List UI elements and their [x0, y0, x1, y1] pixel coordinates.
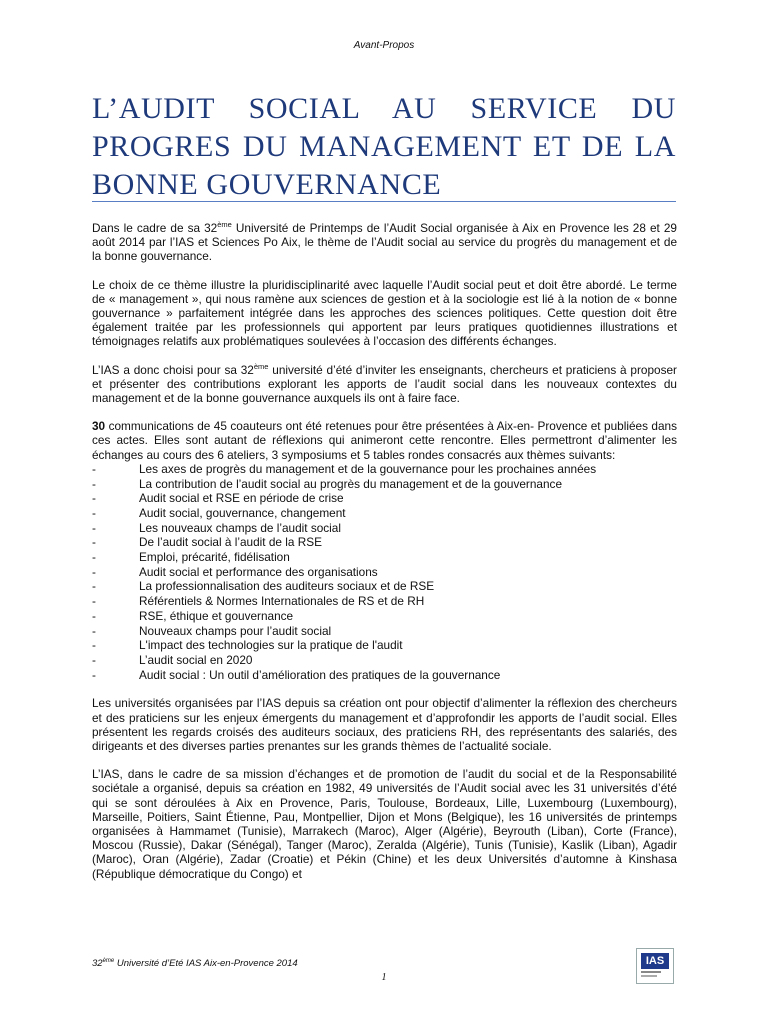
- title-divider: [92, 201, 676, 202]
- theme-text: De l’audit social à l’audit de la RSE: [139, 535, 322, 550]
- theme-text: Les axes de progrès du management et de la gouvernance pour les prochaines années: [139, 461, 597, 476]
- theme-list-item: [92, 521, 677, 536]
- ias-logo-subline: [641, 971, 661, 973]
- theme-list-item: [92, 535, 677, 550]
- list-dash: -: [92, 667, 96, 682]
- theme-text: L'impact des technologies sur la pratique de l'audit: [139, 638, 403, 653]
- theme-list-item: [92, 579, 677, 594]
- document-title: [92, 90, 676, 204]
- list-dash: -: [92, 564, 96, 579]
- list-dash: -: [92, 550, 96, 565]
- paragraph-universities-goal: Les universités organisées par l’IAS depuis sa création ont pour objectif d’alimenter la réflexion des chercheurs et des praticiens sur les enjeux émergents du management et d’approfondir les apports de l’audit social. Elles présentent les regards croisés des auditeurs sociaux, des praticiens RH, des représentants des salariés, des dirigeants et des diverses parties prenantes sur les grands thèmes de l’actualité sociale.: [92, 696, 677, 753]
- theme-text: L’audit social en 2020: [139, 652, 253, 667]
- paragraph-ias-history: L’IAS, dans le cadre de sa mission d’échanges et de promotion de l’audit du social et de la Responsabilité sociétale a organisé, depuis sa création en 1982, 49 universités de l’Audit social avec les 31 universités d’été qui se sont déroulées à Aix en Provence, Paris, Toulouse, Bordeaux, Lille, Luxembourg (Luxembourg), Marseille, Poitiers, Saint Étienne, Pau, Montpellier, Dijon et Mons (Belgique), les 16 universités de printemps organisées à Hammamet (Tunisie), Marrakech (Maroc), Alger (Algérie), Beyrouth (Liban), Corte (France), Moscou (Russie), Dakar (Sénégal), Tanger (Maroc), Zeralda (Algérie), Tunis (Tunisie), Kaslik (Liban), Agadir (Maroc), Oran (Algérie), Zadar (Croatie) et Pékin (Chine) et les deux Universités d’automne à Kinshasa (République démocratique du Congo) et: [92, 767, 677, 881]
- theme-list-item: [92, 638, 677, 653]
- theme-text: Audit social : Un outil d’amélioration des pratiques de la gouvernance: [139, 667, 501, 682]
- theme-text: La professionnalisation des auditeurs sociaux et de RSE: [139, 579, 435, 594]
- list-dash: -: [92, 652, 96, 667]
- theme-text: Référentiels & Normes Internationales de RS et de RH: [139, 594, 425, 609]
- theme-text: RSE, éthique et gouvernance: [139, 608, 294, 623]
- list-dash: -: [92, 594, 96, 609]
- title-line-1: L’AUDIT SOCIAL AU SERVICE DU: [92, 92, 676, 125]
- list-dash: -: [92, 638, 96, 653]
- list-dash: -: [92, 461, 96, 476]
- theme-list-item: [92, 653, 677, 668]
- title-line-2: PROGRES DU MANAGEMENT ET DE LA: [92, 130, 676, 163]
- title-line-3: BONNE GOUVERNANCE: [92, 168, 442, 201]
- running-footer: 32ème Université d’Eté IAS Aix-en-Provence 2014: [92, 958, 298, 970]
- theme-list-item: [92, 491, 677, 506]
- list-dash: -: [92, 623, 96, 638]
- theme-text: Audit social et performance des organisations: [139, 564, 378, 579]
- page-number: 1: [381, 972, 387, 983]
- document-body: [92, 221, 677, 895]
- theme-text: La contribution de l’audit social au progrès du management et de la gouvernance: [139, 476, 563, 491]
- theme-list-item: [92, 565, 677, 580]
- ias-logo-subline: [641, 975, 657, 977]
- theme-text: Audit social, gouvernance, changement: [139, 505, 346, 520]
- list-dash: -: [92, 520, 96, 535]
- theme-list-item: [92, 594, 677, 609]
- paragraph-theme-choice: Le choix de ce thème illustre la pluridisciplinarité avec laquelle l’Audit social peut et doit être abordé. Le terme de « management », qui nous ramène aux sciences de gestion et à la sociologie est lié à la notion de « bonne gouvernance » parfaitement intégrée dans les approches des sciences politiques. Cette question doit être également traitée par les professionnels qui apportent par leurs pratiques quotidiennes illustrations et témoignages relatifs aux problématiques soulevées à l’occasion des différents échanges.: [92, 277, 677, 349]
- theme-text: Nouveaux champs pour l’audit social: [139, 623, 332, 638]
- list-dash: -: [92, 535, 96, 550]
- themes-list: [92, 462, 677, 683]
- ias-logo: [636, 948, 674, 984]
- theme-text: Les nouveaux champs de l’audit social: [139, 520, 341, 535]
- theme-list-item: [92, 624, 677, 639]
- list-dash: -: [92, 608, 96, 623]
- list-dash: -: [92, 491, 96, 506]
- theme-list-item: [92, 477, 677, 492]
- list-dash: -: [92, 505, 96, 520]
- theme-list-item: [92, 506, 677, 521]
- list-dash: -: [92, 476, 96, 491]
- theme-list-item: [92, 462, 677, 477]
- list-dash: -: [92, 579, 96, 594]
- theme-list-item: [92, 668, 677, 683]
- theme-text: Audit social et RSE en période de crise: [139, 491, 344, 506]
- ias-logo-mark: IAS: [641, 953, 669, 969]
- theme-list-item: [92, 550, 677, 565]
- running-header: Avant-Propos: [353, 40, 415, 51]
- paragraph-communications: 30 communications de 45 coauteurs ont été retenues pour être présentées à Aix-en- Provence et publiées dans ces actes. Elles sont autant de réflexions qui animeront cette rencontre. Elles permettront d’alimenter les échanges au cours des 6 ateliers, 3 symposiums et 5 tables rondes consacrés aux thèmes suivants:: [92, 419, 677, 462]
- paragraph-intro: Dans le cadre de sa 32ème Université de Printemps de l’Audit Social organisée à Aix en Provence les 28 et 29 août 2014 par l’IAS et Sciences Po Aix, le thème de l’Audit social au service du progrès du management et de la bonne gouvernance.: [92, 220, 677, 264]
- theme-text: Emploi, précarité, fidélisation: [139, 550, 290, 565]
- paragraph-invitation: L’IAS a donc choisi pour sa 32ème université d’été d’inviter les enseignants, chercheurs et praticiens à proposer et présenter des contributions explorant les apports de l’audit social dans les nouveaux contextes du management et de la bonne gouvernance auxquels ils ont à faire face.: [92, 361, 677, 406]
- theme-list-item: [92, 609, 677, 624]
